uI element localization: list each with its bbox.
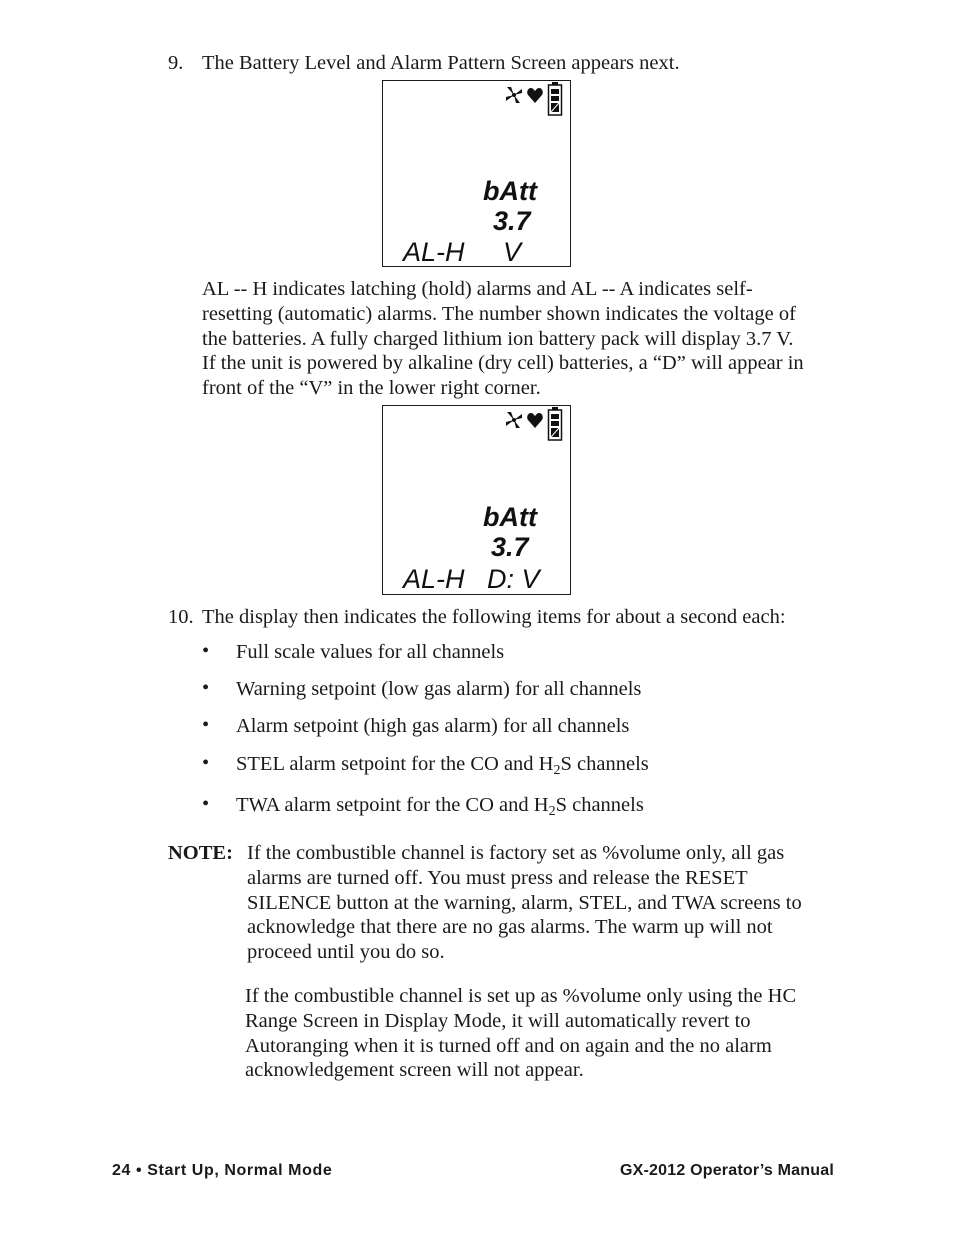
explanation-line: the batteries. A fully charged lithium ion battery pack will display 3.7 V. — [202, 327, 794, 350]
heart-icon — [527, 413, 543, 428]
explanation-line: AL -- H indicates latching (hold) alarms and AL -- A indicates self- — [202, 278, 753, 300]
lcd-alarm-pattern: AL-H — [403, 564, 465, 594]
fan-icon — [506, 412, 522, 428]
bullet-symbol: • — [202, 752, 210, 774]
heart-icon — [527, 88, 543, 103]
bullet-symbol: • — [202, 793, 210, 815]
bullet-item-text: STEL alarm setpoint for the CO and H — [236, 753, 554, 775]
note-line: acknowledgement screen will not appear. — [245, 1059, 584, 1082]
bullet-item-text: S channels — [560, 753, 649, 775]
note-line: If the combustible channel is factory set as %volume only, all gas — [247, 842, 785, 864]
bullet-item: Full scale values for all channels — [236, 641, 505, 663]
subscript: 2 — [548, 804, 556, 819]
explanation-paragraph — [202, 277, 804, 401]
footer-manual-title: GX-2012 Operator’s Manual — [620, 1162, 834, 1179]
note-line: proceed until you do so. — [247, 941, 445, 964]
battery-icon — [549, 82, 562, 115]
explanation-line: If the unit is powered by alkaline (dry cell) batteries, a “D” will appear in — [202, 352, 804, 375]
step-9-text: The Battery Level and Alarm Pattern Screen appears next. — [202, 52, 680, 74]
bullet-symbol: • — [202, 714, 210, 736]
note-line: acknowledge that there are no gas alarms. The warm up will not — [247, 916, 773, 939]
note-line: If the combustible channel is set up as %volume only using the HC — [245, 985, 797, 1007]
lcd-voltage-unit: D: V — [487, 564, 540, 594]
battery-screen-alkaline-display — [382, 405, 571, 595]
bullet-item: Alarm setpoint (high gas alarm) for all channels — [236, 715, 630, 737]
note-line: alarms are turned off. You must press and release the RESET — [247, 866, 748, 889]
bullet-item — [236, 752, 649, 777]
bullet-item-text: TWA alarm setpoint for the CO and H — [236, 794, 549, 816]
bullet-symbol: • — [202, 677, 210, 699]
bullet-item-text: S channels — [555, 794, 644, 816]
explanation-line: front of the “V” in the lower right corner. — [202, 377, 541, 400]
footer-page-section: 24 • Start Up, Normal Mode — [112, 1162, 333, 1179]
note-paragraph-2 — [245, 984, 796, 1083]
step-9-number: 9. — [168, 52, 184, 74]
explanation-line: resetting (automatic) alarms. The number shown indicates the voltage of — [202, 302, 796, 325]
note-line: Range Screen in Display Mode, it will automatically revert to — [245, 1009, 751, 1032]
step-10-number: 10. — [168, 606, 194, 628]
status-icons — [500, 406, 570, 446]
status-icons — [500, 81, 570, 121]
note-label: NOTE: — [168, 842, 233, 864]
lcd-line-voltage: 3.7 — [491, 532, 529, 562]
note-line: SILENCE button at the warning, alarm, STEL, and TWA screens to — [247, 891, 802, 914]
battery-icon — [549, 407, 562, 440]
note-line: Autoranging when it is turned off and on again and the no alarm — [245, 1034, 772, 1057]
lcd-line-voltage: 3.7 — [493, 206, 531, 236]
step-10-text: The display then indicates the following items for about a second each: — [202, 606, 786, 628]
subscript: 2 — [553, 763, 561, 778]
bullet-item — [236, 793, 644, 818]
fan-icon — [506, 87, 522, 103]
lcd-voltage-unit: V — [503, 237, 522, 267]
battery-screen-display — [382, 80, 571, 267]
bullet-symbol: • — [202, 640, 210, 662]
bullet-item: Warning setpoint (low gas alarm) for all channels — [236, 678, 642, 700]
lcd-line-batt: bAtt — [483, 502, 537, 532]
lcd-alarm-pattern: AL-H — [403, 237, 465, 267]
note-paragraph-1 — [247, 841, 802, 965]
lcd-line-batt: bAtt — [483, 176, 537, 206]
